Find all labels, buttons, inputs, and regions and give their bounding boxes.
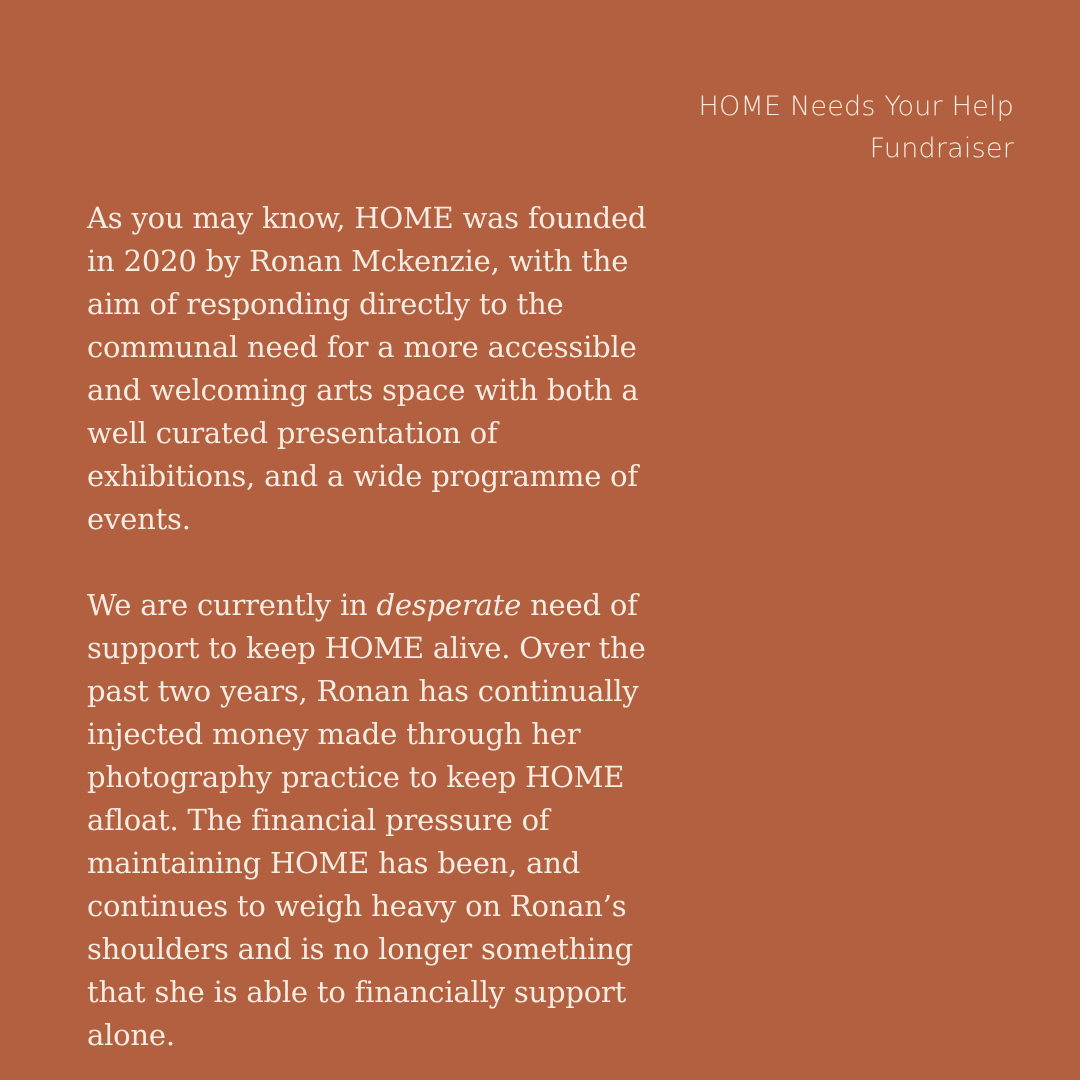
- paragraph-line: continues to weigh heavy on Ronan’s: [87, 889, 627, 923]
- paragraph-spacer: [87, 541, 727, 584]
- paragraph-line: afloat. The financial pressure of: [87, 803, 550, 837]
- text-segment: need of: [521, 588, 638, 622]
- paragraph-line: injected money made through her: [87, 717, 581, 751]
- paragraph-line: in 2020 by Ronan Mckenzie, with the: [87, 244, 629, 278]
- paragraph-line: well curated presentation of: [87, 416, 498, 450]
- paragraph-line: communal need for a more accessible: [87, 330, 637, 364]
- paragraph-line: that she is able to financially support: [87, 975, 627, 1009]
- paragraph-line: photography practice to keep HOME: [87, 760, 625, 794]
- emphasis-text: desperate: [376, 588, 522, 622]
- paragraph-line: alone.: [87, 1018, 175, 1052]
- paragraph-appeal: [87, 584, 727, 1057]
- header-title: HOME Needs Your Help: [698, 91, 1014, 122]
- paragraph-intro: [87, 197, 727, 541]
- paragraph-line: support to keep HOME alive. Over the: [87, 631, 646, 665]
- post-body: [87, 197, 727, 1057]
- paragraph-line: As you may know, HOME was founded: [87, 201, 647, 235]
- header-subtitle: Fundraiser: [869, 133, 1014, 164]
- paragraph-line: and welcoming arts space with both a: [87, 373, 639, 407]
- post-header: [699, 86, 1014, 170]
- paragraph-line: shoulders and is no longer something: [87, 932, 634, 966]
- text-segment: We are currently in: [87, 588, 377, 622]
- paragraph-line: past two years, Ronan has continually: [87, 674, 639, 708]
- paragraph-line: maintaining HOME has been, and: [87, 846, 581, 880]
- paragraph-line: exhibitions, and a wide programme of: [87, 459, 638, 493]
- paragraph-line: events.: [87, 502, 191, 536]
- paragraph-line: aim of responding directly to the: [87, 287, 564, 321]
- paragraph-line: [87, 584, 727, 627]
